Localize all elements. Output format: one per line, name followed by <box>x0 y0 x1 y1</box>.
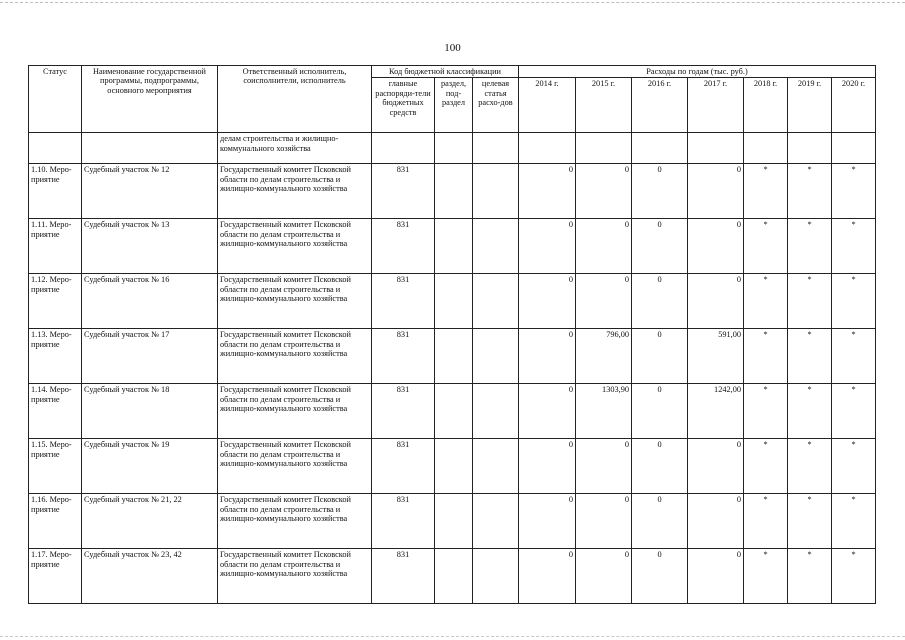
cell-2020: * <box>832 384 876 439</box>
cell-2016: 0 <box>632 384 688 439</box>
cell-grbs <box>372 133 435 164</box>
cell-grbs: 831 <box>372 439 435 494</box>
header-section: раздел, под-раздел <box>435 78 473 133</box>
cell-2016: 0 <box>632 274 688 329</box>
cell-2014: 0 <box>519 164 576 219</box>
cell-2015: 0 <box>576 439 632 494</box>
header-year-2015: 2015 г. <box>576 78 632 133</box>
cell-2014: 0 <box>519 329 576 384</box>
cell-responsible: Государственный комитет Псковской области по делам строительства и жилищно-коммунального хозяйства <box>218 439 372 494</box>
table-row <box>29 164 876 219</box>
cell-2018: * <box>744 494 788 549</box>
header-year-2016: 2016 г. <box>632 78 688 133</box>
cell-2015: 1303,90 <box>576 384 632 439</box>
page-top-edge <box>0 2 905 3</box>
cell-2019: * <box>788 494 832 549</box>
header-year-2017: 2017 г. <box>688 78 744 133</box>
cell-responsible: делам строительства и жилищно-коммунального хозяйства <box>218 133 372 164</box>
cell-responsible: Государственный комитет Псковской области по делам строительства и жилищно-коммунального хозяйства <box>218 329 372 384</box>
cell-2015 <box>576 133 632 164</box>
cell-2020: * <box>832 219 876 274</box>
cell-2014 <box>519 133 576 164</box>
cell-responsible: Государственный комитет Псковской области по делам строительства и жилищно-коммунального хозяйства <box>218 384 372 439</box>
cell-grbs: 831 <box>372 164 435 219</box>
cell-target <box>473 329 519 384</box>
cell-2017: 0 <box>688 219 744 274</box>
cell-status: 1.10. Меро-приятие <box>29 164 82 219</box>
cell-target <box>473 384 519 439</box>
cell-target <box>473 164 519 219</box>
cell-2017 <box>688 133 744 164</box>
cell-grbs: 831 <box>372 384 435 439</box>
cell-2020: * <box>832 329 876 384</box>
cell-2016: 0 <box>632 494 688 549</box>
cell-grbs: 831 <box>372 549 435 604</box>
cell-section <box>435 549 473 604</box>
cell-2019: * <box>788 329 832 384</box>
cell-2018: * <box>744 274 788 329</box>
cell-2014: 0 <box>519 549 576 604</box>
cell-2014: 0 <box>519 494 576 549</box>
cell-2017: 0 <box>688 494 744 549</box>
cell-name: Судебный участок № 19 <box>82 439 218 494</box>
cell-2019 <box>788 133 832 164</box>
cell-2017: 0 <box>688 549 744 604</box>
budget-table <box>28 65 876 604</box>
table-row <box>29 274 876 329</box>
cell-2018 <box>744 133 788 164</box>
cell-status: 1.11. Меро-приятие <box>29 219 82 274</box>
cell-2016: 0 <box>632 439 688 494</box>
cell-section <box>435 439 473 494</box>
continuation-row <box>29 133 876 164</box>
cell-2015: 0 <box>576 164 632 219</box>
cell-2019: * <box>788 219 832 274</box>
table-row <box>29 494 876 549</box>
cell-target <box>473 133 519 164</box>
table-row <box>29 384 876 439</box>
cell-grbs: 831 <box>372 219 435 274</box>
cell-2016 <box>632 133 688 164</box>
cell-2017: 591,00 <box>688 329 744 384</box>
table-row <box>29 219 876 274</box>
cell-2015: 0 <box>576 549 632 604</box>
cell-section <box>435 164 473 219</box>
cell-2020: * <box>832 164 876 219</box>
page-bottom-edge <box>0 636 905 637</box>
table-row <box>29 439 876 494</box>
header-target: целевая статья расхо-дов <box>473 78 519 133</box>
cell-2014: 0 <box>519 274 576 329</box>
cell-2016: 0 <box>632 164 688 219</box>
cell-status: 1.13. Меро-приятие <box>29 329 82 384</box>
cell-2017: 0 <box>688 164 744 219</box>
cell-2017: 1242,00 <box>688 384 744 439</box>
cell-2020: * <box>832 549 876 604</box>
header-responsible: Ответственный исполнитель, соисполнители, исполнитель <box>218 66 372 133</box>
header-row-1 <box>29 66 876 78</box>
cell-2020: * <box>832 439 876 494</box>
cell-name <box>82 133 218 164</box>
header-year-2018: 2018 г. <box>744 78 788 133</box>
cell-target <box>473 219 519 274</box>
cell-grbs: 831 <box>372 329 435 384</box>
table-body <box>29 133 876 604</box>
cell-2017: 0 <box>688 274 744 329</box>
cell-2015: 796,00 <box>576 329 632 384</box>
header-expenses: Расходы по годам (тыс. руб.) <box>519 66 876 78</box>
cell-name: Судебный участок № 16 <box>82 274 218 329</box>
cell-2018: * <box>744 384 788 439</box>
table-row <box>29 549 876 604</box>
cell-2018: * <box>744 549 788 604</box>
page-number: 100 <box>444 42 461 54</box>
cell-2015: 0 <box>576 274 632 329</box>
cell-responsible: Государственный комитет Псковской области по делам строительства и жилищно-коммунального хозяйства <box>218 164 372 219</box>
header-status: Статус <box>29 66 82 133</box>
header-year-2020: 2020 г. <box>832 78 876 133</box>
cell-2017: 0 <box>688 439 744 494</box>
cell-responsible: Государственный комитет Псковской области по делам строительства и жилищно-коммунального хозяйства <box>218 494 372 549</box>
cell-name: Судебный участок № 12 <box>82 164 218 219</box>
cell-target <box>473 439 519 494</box>
cell-2020: * <box>832 274 876 329</box>
cell-grbs: 831 <box>372 274 435 329</box>
table-row <box>29 329 876 384</box>
header-main-managers: главные распоряди-тели бюджетных средств <box>372 78 435 133</box>
header-year-2019: 2019 г. <box>788 78 832 133</box>
cell-2018: * <box>744 219 788 274</box>
cell-status: 1.12. Меро-приятие <box>29 274 82 329</box>
cell-name: Судебный участок № 18 <box>82 384 218 439</box>
cell-status: 1.17. Меро-приятие <box>29 549 82 604</box>
cell-section <box>435 133 473 164</box>
cell-2016: 0 <box>632 549 688 604</box>
cell-target <box>473 274 519 329</box>
header-name: Наименование государственной программы, подпрограммы, основного мероприятия <box>82 66 218 133</box>
cell-responsible: Государственный комитет Псковской области по делам строительства и жилищно-коммунального хозяйства <box>218 219 372 274</box>
cell-section <box>435 494 473 549</box>
cell-2020: * <box>832 494 876 549</box>
cell-name: Судебный участок № 23, 42 <box>82 549 218 604</box>
cell-name: Судебный участок № 17 <box>82 329 218 384</box>
cell-name: Судебный участок № 21, 22 <box>82 494 218 549</box>
cell-section <box>435 274 473 329</box>
cell-2018: * <box>744 164 788 219</box>
cell-status: 1.15. Меро-приятие <box>29 439 82 494</box>
cell-status <box>29 133 82 164</box>
cell-2018: * <box>744 329 788 384</box>
cell-2018: * <box>744 439 788 494</box>
cell-2019: * <box>788 549 832 604</box>
cell-2014: 0 <box>519 219 576 274</box>
cell-section <box>435 219 473 274</box>
header-budget-code: Код бюджетной классификации <box>372 66 519 78</box>
cell-target <box>473 549 519 604</box>
cell-name: Судебный участок № 13 <box>82 219 218 274</box>
cell-2016: 0 <box>632 219 688 274</box>
cell-2019: * <box>788 274 832 329</box>
cell-2020 <box>832 133 876 164</box>
header-year-2014: 2014 г. <box>519 78 576 133</box>
cell-responsible: Государственный комитет Псковской области по делам строительства и жилищно-коммунального хозяйства <box>218 549 372 604</box>
cell-2019: * <box>788 384 832 439</box>
cell-2019: * <box>788 439 832 494</box>
cell-section <box>435 384 473 439</box>
cell-2014: 0 <box>519 439 576 494</box>
cell-2016: 0 <box>632 329 688 384</box>
cell-status: 1.14. Меро-приятие <box>29 384 82 439</box>
cell-2014: 0 <box>519 384 576 439</box>
cell-2019: * <box>788 164 832 219</box>
cell-2015: 0 <box>576 219 632 274</box>
cell-section <box>435 329 473 384</box>
cell-grbs: 831 <box>372 494 435 549</box>
cell-status: 1.16. Меро-приятие <box>29 494 82 549</box>
cell-2015: 0 <box>576 494 632 549</box>
cell-target <box>473 494 519 549</box>
cell-responsible: Государственный комитет Псковской области по делам строительства и жилищно-коммунального хозяйства <box>218 274 372 329</box>
